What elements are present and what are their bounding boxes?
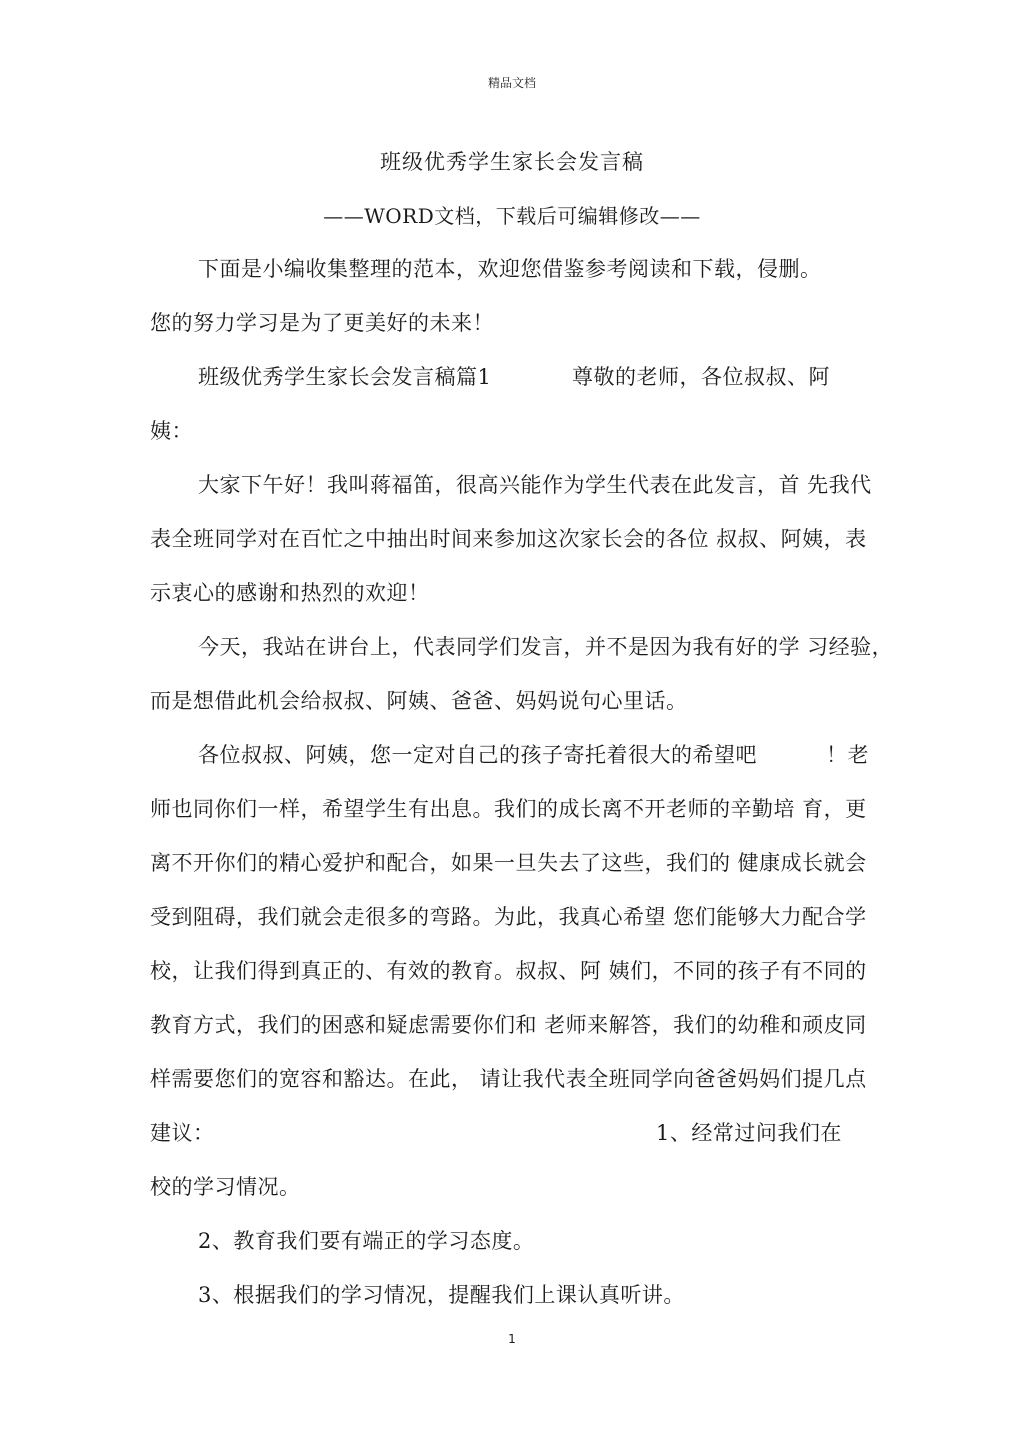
salutation-continuation: 姨：	[150, 419, 193, 443]
paragraph-line: 而是想借此机会给叔叔、阿姨、爸爸、妈妈说句心里话。	[150, 689, 688, 713]
paragraph-line: 校，让我们得到真正的、有效的教育。叔叔、阿 姨们，不同的孩子有不同的	[150, 959, 867, 983]
document-title: 班级优秀学生家长会发言稿	[380, 150, 644, 174]
paragraph-line: 今天，我站在讲台上，代表同学们发言，并不是因为我有好的学 习经验，	[198, 635, 894, 659]
paragraph-line: 各位叔叔、阿姨，您一定对自己的孩子寄托着很大的希望吧	[198, 743, 757, 767]
list-item-continuation: 校的学习情况。	[150, 1175, 301, 1199]
page-number: 1	[508, 1332, 516, 1346]
paragraph-line: 示衷心的感谢和热烈的欢迎！	[150, 581, 430, 605]
paragraph-line: 离不开你们的精心爱护和配合，如果一旦失去了这些，我们的 健康成长就会	[150, 851, 867, 875]
document-subtitle: ——WORD文档，下载后可编辑修改——	[323, 204, 701, 228]
list-item: 2、教育我们要有端正的学习态度。	[198, 1229, 535, 1253]
paragraph-line: ！老	[826, 743, 869, 767]
paragraph-line: 大家下午好！我叫蒋福笛，很高兴能作为学生代表在此发言，首 先我代	[198, 473, 872, 497]
paragraph-line: 受到阻碍，我们就会走很多的弯路。为此，我真心希望 您们能够大力配合学	[150, 905, 867, 929]
paragraph-line: 建议：	[150, 1121, 215, 1145]
paragraph-line: 师也同你们一样，希望学生有出息。我们的成长离不开老师的辛勤培 育，更	[150, 797, 867, 821]
motto-line: 您的努力学习是为了更美好的未来！	[150, 311, 494, 335]
paragraph-line: 教育方式，我们的困惑和疑虑需要你们和 老师来解答，我们的幼稚和顽皮同	[150, 1013, 867, 1037]
list-item: 1、经常过问我们在	[656, 1121, 842, 1145]
list-item: 3、根据我们的学习情况，提醒我们上课认真听讲。	[198, 1283, 685, 1307]
header-note: 精品文档	[487, 76, 536, 90]
section-heading: 班级优秀学生家长会发言稿篇1	[198, 365, 492, 389]
intro-line: 下面是小编收集整理的范本，欢迎您借鉴参考阅读和下载，侵删。	[198, 257, 822, 281]
salutation-line: 尊敬的老师，各位叔叔、阿	[572, 365, 830, 389]
paragraph-line: 样需要您们的宽容和豁达。在此， 请让我代表全班同学向爸爸妈妈们提几点	[150, 1067, 867, 1091]
paragraph-line: 表全班同学对在百忙之中抽出时间来参加这次家长会的各位 叔叔、阿姨，表	[150, 527, 867, 551]
